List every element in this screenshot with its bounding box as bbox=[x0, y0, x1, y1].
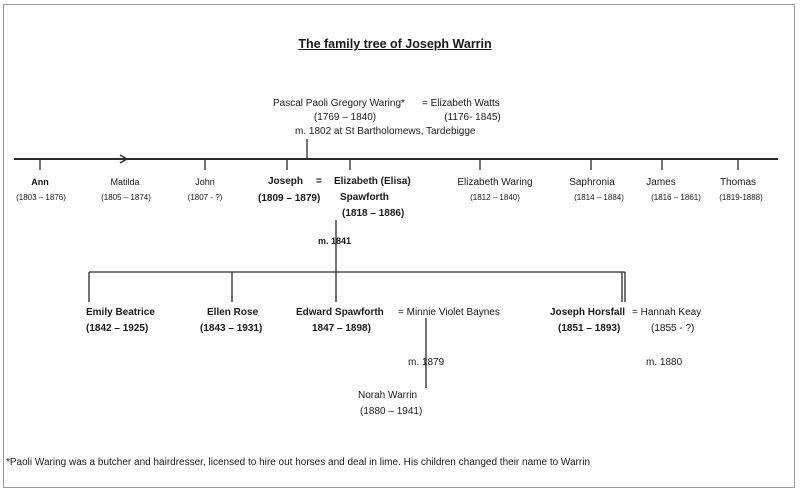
grandchild-emily-dates: (1842 – 1925) bbox=[86, 323, 149, 334]
footnote: *Paoli Waring was a butcher and hairdresser, licensed to hire out horses and deal in lime. His children changed their name to Warrin bbox=[6, 457, 591, 468]
child-joseph-dates: (1809 – 1879) bbox=[258, 193, 321, 204]
horsfall-spouse-dates: (1855 - ?) bbox=[651, 323, 695, 334]
spouse-name-line1: Elizabeth (Elisa) bbox=[334, 176, 411, 187]
child-joseph-name: Joseph bbox=[268, 176, 304, 187]
child-elizabeth-dates: (1812 – 1840) bbox=[470, 193, 520, 202]
spouse-name-line2: Spawforth bbox=[340, 192, 389, 203]
child-john-dates: (1807 - ?) bbox=[187, 193, 223, 202]
father-name: Pascal Paoli Gregory Waring* bbox=[273, 98, 405, 109]
child-saphronia-name: Saphronia bbox=[569, 177, 615, 188]
child-james-name: James bbox=[646, 177, 676, 188]
child-john-name: John bbox=[195, 177, 215, 187]
spouse-dates: (1818 – 1886) bbox=[342, 208, 405, 219]
grandchild-edward-dates: 1847 – 1898) bbox=[312, 323, 371, 334]
child-thomas-dates: (1819-1888) bbox=[719, 193, 763, 202]
spouse-equals: = bbox=[316, 176, 322, 187]
great-grandchild-name: Norah Warrin bbox=[358, 390, 418, 401]
child-ann-name: Ann bbox=[31, 177, 49, 187]
father-dates: (1769 – 1840) bbox=[313, 112, 377, 123]
grandchild-joseph-horsfall-name: Joseph Horsfall bbox=[550, 307, 626, 318]
child-matilda-dates: (1805 – 1874) bbox=[101, 193, 151, 202]
joseph-marriage-label: m. 1841 bbox=[318, 236, 352, 246]
child-saphronia-dates: (1814 – 1884) bbox=[574, 193, 624, 202]
great-grandchild-dates: (1880 – 1941) bbox=[360, 406, 423, 417]
child-elizabeth-name: Elizabeth Waring bbox=[457, 177, 533, 188]
horsfall-spouse-name: = Hannah Keay bbox=[632, 307, 702, 318]
child-james-dates: (1816 – 1861) bbox=[651, 193, 701, 202]
edward-marriage-label: m. 1879 bbox=[408, 357, 445, 368]
grandchild-edward-name: Edward Spawforth bbox=[296, 307, 384, 318]
mother-name: = Elizabeth Watts bbox=[422, 98, 500, 109]
grandchild-ellen-name: Ellen Rose bbox=[207, 307, 259, 318]
grandchild-emily-name: Emily Beatrice bbox=[86, 307, 155, 318]
page-title: The family tree of Joseph Warrin bbox=[298, 37, 492, 51]
mother-dates: (1176- 1845) bbox=[444, 112, 501, 123]
child-thomas-name: Thomas bbox=[719, 177, 757, 188]
child-ann-dates: (1803 – 1876) bbox=[16, 193, 66, 202]
horsfall-marriage-label: m. 1880 bbox=[646, 357, 683, 368]
edward-spouse-name: = Minnie Violet Baynes bbox=[398, 307, 500, 318]
grandchild-joseph-horsfall-dates: (1851 – 1893) bbox=[558, 323, 621, 334]
parents-marriage: m. 1802 at St Bartholomews, Tardebigge bbox=[295, 126, 476, 137]
grandchild-ellen-dates: (1843 – 1931) bbox=[200, 323, 263, 334]
child-matilda-name: Matilda bbox=[110, 177, 140, 187]
